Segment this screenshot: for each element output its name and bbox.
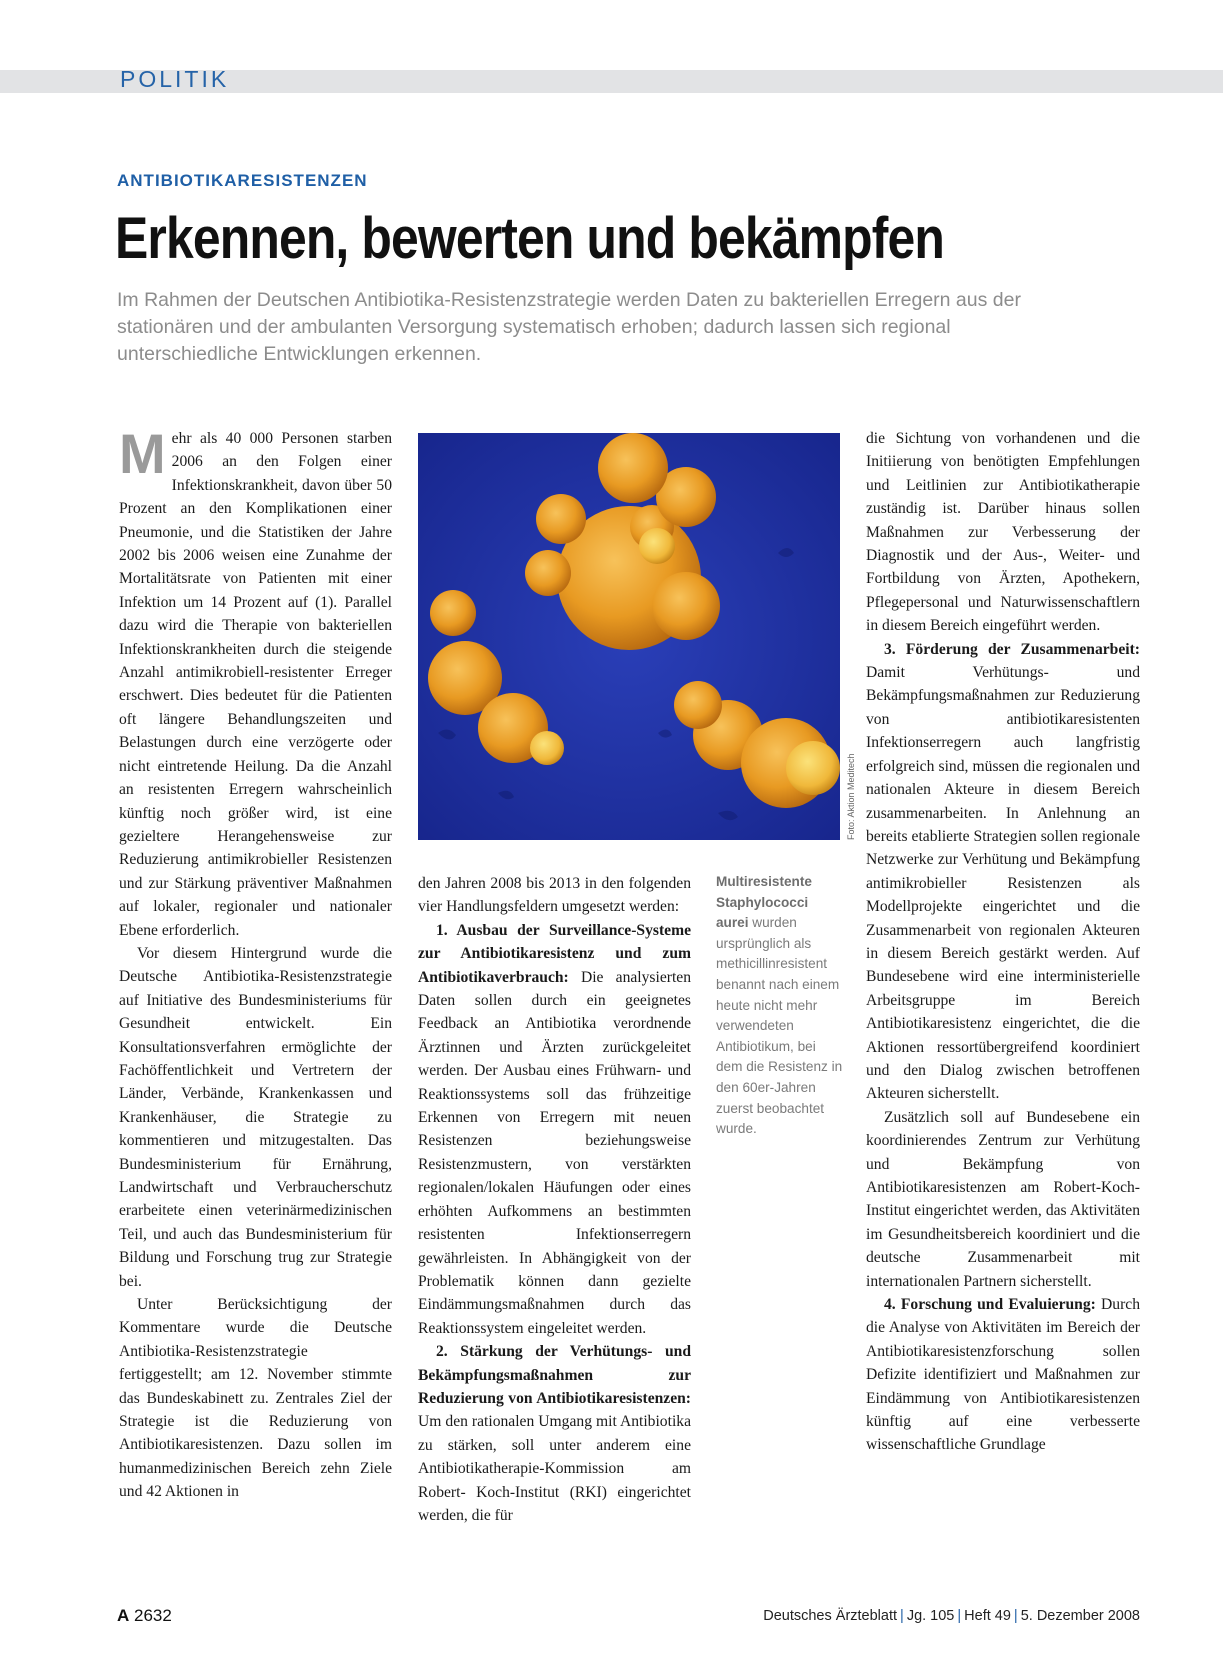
paragraph: die Sichtung von vorhandenen und die Initiierung von benötigten Empfehlungen und Leitlinien zur Antibiotikatherapie zuständig ist. Darüber hinaus sollen Maßnahmen zur Verbesserung der Diagnostik und der Aus-, Weiter- und Fortbildung von Ärzten, Apothekern, Pflegepersonal und Naturwissenschaftlern in diesem Bereich eingeführt werden.	[866, 430, 1140, 635]
paragraph: Zusätzlich soll auf Bundesebene ein koordinierendes Zentrum zur Verhütung und Bekämpfung von Antibiotikaresistenzen am Robert-Koch-Institut eingerichtet werden, das Aktivitäten im Gesundheitsbereich koordiniert und die deutsche Zusammenarbeit mit internationalen Partnern sicherstellt.	[866, 1108, 1140, 1290]
paragraph: den Jahren 2008 bis 2013 in den folgenden vier Handlungsfeldern umgesetzt werden:	[418, 875, 691, 916]
page-number	[117, 1606, 172, 1626]
article-headline: Erkennen, bewerten und bekämpfen	[115, 206, 944, 271]
paragraph-text: Damit Verhütungs- und Bekämpfungsmaßnahmen zur Reduzierung von antibiotikaresistenten Infektionserregern auch langfristig erfolgreich sind, müssen die regionalen und nationalen Akteure in diesem Bereich zusammenarbeiten. In Anlehnung an bereits etablierte Strategien sollen regionale Netzwerke zur Verhütung und Bekämpfung antimikrobieller Resistenzen als Modellprojekte eingerichtet und die Zusammenarbeit von regionalen Akteuren in diesem Bereich gestärkt werden. Auf Bundesebene wird eine interministerielle Arbeitsgruppe im Bereich Antibiotikaresistenz eingerichtet, die die Aktionen ressortübergreifend koordiniert und den Dialog zwischen betroffenen Akteuren sicherstellt.	[866, 664, 1140, 1103]
article-kicker: ANTIBIOTIKARESISTENZEN	[117, 171, 368, 190]
paragraph	[418, 1340, 691, 1527]
paragraph-text: ehr als 40 000 Personen starben 2006 an den Folgen einer Infektionskrankheit, davon über 50 Prozent an den Komplikationen einer Pneumonie, und die Statistiken der Jahre 2002 bis 2006 weisen eine Zunahme der Mortalitätsrate von Patienten mit einer Infektion um 14 Prozent auf (1). Parallel dazu wird die Therapie von bakteriellen Infektionskrankheiten durch die steigende Anzahl antimikrobiell-resistenter Erreger erschwert. Dies bedeutet für die Patienten oft längere Behandlungszeiten und Belastungen durch eine verzögerte oder nicht eintretende Heilung. Da die Anzahl an resistenten Erregern wahrscheinlich künftig noch größer wird, ist eine gezieltere Herangehensweise zur Reduzierung antimikrobieller Resistenzen und zur Stärkung präventiver Maßnahmen auf lokaler, regionaler und nationaler Ebene erforderlich.	[119, 430, 392, 939]
journal-issue: Heft 49	[964, 1608, 1011, 1624]
article-column-2	[418, 872, 691, 1527]
article-column-1	[119, 422, 392, 1504]
paragraph: Vor diesem Hintergrund wurde die Deutsche Antibiotika-Resistenzstrategie auf Initiative des Bundesministeriums für Gesundheit entwickelt. Ein Konsultationsverfahren ermöglichte der Fachöffentlichkeit und Vertretern der Länder, Verbände, Krankenkassen und Krankenhäuser, die Strategie zu kommentieren und mitzugestalten. Das Bundesministerium für Ernährung, Landwirtschaft und Verbraucherschutz erarbeitete einen veterinärmedizinischen Teil, und auch das Bundesministerium für Bildung und Forschung trug zur Strategie bei.	[119, 944, 392, 1290]
paragraph	[866, 638, 1140, 1106]
subheading: 4. Forschung und Evaluierung:	[884, 1296, 1096, 1314]
journal-volume: Jg. 105	[906, 1608, 955, 1624]
section-label: POLITIK	[120, 66, 230, 92]
subheading: 1. Ausbau der Surveillance-Systeme zur Antibiotikaresistenz und zum Antibiotikaverbrauch:	[418, 921, 691, 986]
paragraph	[866, 1293, 1140, 1457]
separator: |	[1013, 1608, 1018, 1624]
paragraph	[119, 422, 392, 942]
subheading: 3. Förderung der Zusammenarbeit:	[884, 640, 1140, 658]
separator: |	[900, 1608, 904, 1624]
subheading: 2. Stärkung der Verhütungs- und Bekämpfungsmaßnahmen zur Reduzierung von Antibiotikaresistenzen:	[418, 1343, 691, 1407]
bacteria-photo	[418, 433, 840, 840]
paragraph-text: Um den rationalen Umgang mit Antibiotika zu stärken, soll unter anderem eine Antibiotikatherapie-Kommission am Robert- Koch-Institut (RKI) eingerichtet werden, die für	[418, 1413, 691, 1524]
paragraph-text: Die analysierten Daten sollen durch ein geeignetes Feedback an Antibiotika verordnende Ärztinnen und Ärzten zurückgeleitet werden. Der Ausbau eines Frühwarn- und Reaktionssystems soll das frühzeitige Erkennen von Erregern mit neuen Resistenzen beziehungsweise Resistenzmustern, von verstärkten regionalen/lokalen Häufungen oder eines erhöhten Aufkommens an bestimmten resistenten Infektionserregern gewährleisten. In Abhängigkeit von der Problematik können dann gezielte Eindämmungsmaßnahmen durch das Reaktionssystem eingeleitet werden.	[418, 968, 691, 1337]
caption-text: wurden ursprünglich als methicillinresistent benannt nach einem heute nicht mehr verwendeten Antibiotikum, bei dem die Resistenz in den 60er-Jahren zuerst beobachtet wurde.	[716, 915, 843, 1137]
journal-info	[763, 1608, 1140, 1624]
article-column-3	[866, 427, 1140, 1457]
page-number-value: 2632	[134, 1606, 172, 1625]
paragraph	[418, 919, 691, 1340]
caption-title: Multiresistente Staphylococci aurei	[716, 874, 812, 931]
journal-date: 5. Dezember 2008	[1020, 1608, 1140, 1624]
journal-name: Deutsches Ärzteblatt	[763, 1608, 898, 1624]
paragraph: Unter Berücksichtigung der Kommentare wurde die Deutsche Antibiotika-Resistenzstrategie fertiggestellt; am 12. November stimmte das Bundeskabinett zu. Zentrales Ziel der Strategie ist die Reduzierung von Antibiotikaresistenzen. Dazu sollen im humanmedizinischen Bereich zehn Ziele und 42 Aktionen in	[119, 1296, 392, 1501]
article-lead: Im Rahmen der Deutschen Antibiotika-Resistenzstrategie werden Daten zu bakteriellen Erregern aus der stationären und der ambulanten Versorgung systematisch erhoben; dadurch lassen sich regional unterschiedliche Entwicklungen erkennen.	[117, 289, 1021, 365]
drop-cap: M	[119, 422, 166, 485]
paragraph-text: Durch die Analyse von Aktivitäten im Bereich der Antibiotikaresistenzforschung sollen Defizite identifiziert und Maßnahmen zur Eindämmung von Antibiotikaresistenzen künftig auf eine verbesserte wissenschaftliche Grundlage	[866, 1296, 1141, 1454]
separator: |	[957, 1608, 962, 1624]
page-prefix: A	[117, 1606, 130, 1625]
photo-caption	[716, 872, 844, 1140]
photo-credit: Foto: Aktion Meditech	[846, 753, 856, 840]
